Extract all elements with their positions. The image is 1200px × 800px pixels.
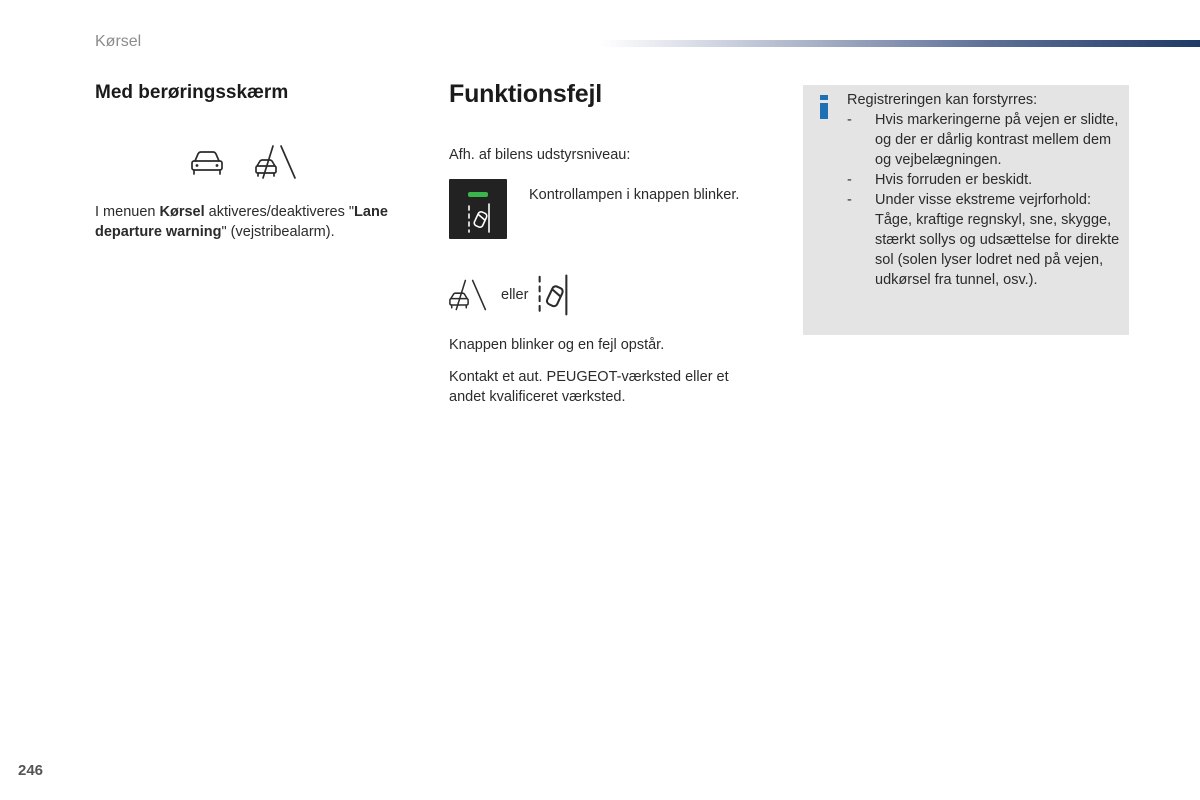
- feature-name: Lane departure warning: [95, 204, 388, 240]
- or-label: eller: [501, 287, 529, 303]
- info-box: [803, 85, 1129, 335]
- contact-workshop-text: Kontakt et aut. PEUGEOT-værksted eller et andet kvalificeret værksted.: [449, 369, 729, 405]
- car-drifting-lane-icon: [536, 274, 570, 316]
- menu-name: Kørsel: [159, 204, 205, 220]
- info-content: [847, 90, 1125, 290]
- lane-departure-icon: [449, 278, 489, 312]
- malfunction-section: [449, 80, 769, 407]
- touchscreen-instruction: I menuen Kørsel aktiveres/deaktiveres "Lane departure warning" (vejstribealarm).: [95, 204, 388, 240]
- info-intro: Registreringen kan forstyrres:: [847, 92, 1038, 108]
- warning-lamp-row: [449, 179, 769, 239]
- button-blinks-text: Knappen blinker og en fejl opstår.: [449, 337, 665, 353]
- touchscreen-icons: [187, 142, 415, 182]
- touchscreen-section: [95, 82, 415, 242]
- list-item: - Hvis forruden er beskidt.: [847, 172, 1033, 188]
- info-list: [847, 110, 1125, 290]
- page-number: 246: [18, 762, 44, 779]
- car-front-icon: [187, 147, 227, 177]
- list-item: - Under visse ekstreme vejrforhold: Tåge, kraftige regnskyl, sne, skygge, stærkt sollys og udsættelse for direkte sol (solen lyser lodret ned på vejen, udkørsel fra tunnel, osv.).: [847, 192, 1120, 288]
- section-title: Kørsel: [95, 33, 142, 50]
- touchscreen-heading: Med berøringsskærm: [95, 82, 289, 103]
- info-icon: [818, 94, 830, 120]
- alternative-icons-row: [449, 273, 769, 317]
- equipment-note: Afh. af bilens udstyrsniveau:: [449, 147, 631, 163]
- warning-led: [468, 192, 488, 197]
- car-drifting-lane-icon: [465, 203, 493, 233]
- malfunction-title: Funktionsfejl: [449, 80, 602, 108]
- lane-departure-icon: [255, 144, 299, 180]
- header-gradient-bar: [600, 40, 1200, 47]
- list-item: - Hvis markeringerne på vejen er slidte, og der er dårlig kontrast mellem dem og vejbelægningen.: [847, 112, 1119, 168]
- lane-departure-warning-button-icon: [449, 179, 507, 239]
- lamp-blinks-text: Kontrollampen i knappen blinker.: [529, 187, 740, 203]
